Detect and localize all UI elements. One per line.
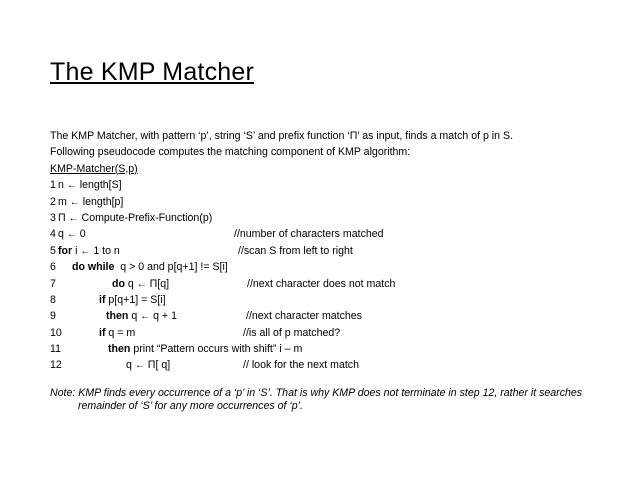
code-text [99, 325, 135, 341]
code-part: Π[q] [146, 277, 170, 290]
code-part: q = m [105, 326, 136, 339]
keyword: then [106, 310, 129, 323]
code-line-7 [50, 276, 610, 292]
intro-line-1 [50, 128, 610, 144]
slide-title: The KMP Matcher [50, 58, 255, 86]
keyword: then [108, 343, 131, 356]
code-part: 1 to n [90, 244, 120, 257]
left-arrow-icon: ← [140, 311, 151, 323]
code-part: q [126, 359, 135, 372]
keyword: if [99, 326, 106, 339]
code-line-5 [50, 243, 610, 259]
left-arrow-icon: ← [136, 278, 147, 290]
line-number: 8 [50, 293, 56, 306]
code-text [58, 226, 86, 243]
code-part: q [124, 277, 137, 290]
code-part: 0 [76, 228, 86, 241]
line-number: 11 [50, 343, 61, 356]
code-text [58, 243, 120, 260]
keyword: do while [72, 261, 115, 274]
code-text [106, 308, 177, 325]
code-part: m [58, 195, 70, 208]
code-comment: //scan S from left to right [238, 244, 353, 257]
line-number: 12 [50, 359, 62, 372]
intro-text-2: Following pseudocode computes the matching component of KMP algorithm: [50, 146, 411, 159]
code-comment: // look for the next match [243, 359, 359, 372]
keyword: do [112, 277, 125, 290]
code-line-6 [50, 259, 610, 275]
left-arrow-icon: ← [66, 180, 77, 192]
code-comment: //is all of p matched? [243, 326, 341, 339]
left-arrow-icon: ← [134, 360, 145, 372]
code-part: q [128, 310, 141, 323]
keyword: if [99, 293, 106, 306]
line-number: 9 [50, 310, 56, 323]
left-arrow-icon: ← [80, 245, 91, 257]
code-line-2 [50, 194, 610, 210]
code-text [99, 292, 166, 308]
function-signature-line [50, 161, 610, 177]
code-part: p[q+1] = S[i] [105, 293, 166, 306]
line-number: 1 [50, 179, 56, 192]
left-arrow-icon: ← [69, 196, 80, 208]
note [50, 387, 610, 413]
code-line-12 [50, 357, 610, 373]
code-text [58, 194, 123, 211]
code-line-11 [50, 341, 610, 357]
code-text [58, 177, 122, 194]
left-arrow-icon: ← [68, 212, 79, 224]
code-part: Π [58, 211, 69, 224]
line-number: 10 [50, 326, 62, 339]
left-arrow-icon: ← [66, 229, 77, 241]
intro-line-2 [50, 144, 610, 160]
code-line-1 [50, 177, 610, 193]
code-comment: //number of characters matched [234, 228, 384, 241]
code-text [126, 357, 170, 374]
line-number: 6 [50, 261, 56, 274]
code-part: i [72, 244, 81, 257]
line-number: 4 [50, 228, 56, 241]
code-line-3 [50, 210, 610, 226]
line-number: 3 [50, 211, 56, 224]
code-text [108, 341, 302, 357]
code-part: print “Pattern occurs with shift” i – m [130, 343, 303, 356]
line-number: 7 [50, 277, 56, 290]
code-part: q > 0 and p[q+1] != S[i] [120, 261, 228, 274]
code-line-4 [50, 226, 610, 242]
code-part: q [58, 228, 67, 241]
code-text [58, 210, 212, 227]
code-line-8 [50, 292, 610, 308]
code-comment: //next character matches [246, 310, 362, 323]
code-text [112, 276, 169, 293]
code-part: q + 1 [150, 310, 177, 323]
note-line-1: Note: KMP finds every occurrence of a ‘p’ in ‘S’. That is why KMP does not terminate in step 12, rather it searches [50, 386, 583, 399]
code-part: Compute-Prefix-Function(p) [78, 211, 213, 224]
note-line-2: remainder of ‘S’ for any more occurrences of ‘p’. [78, 399, 303, 412]
code-line-10 [50, 325, 610, 341]
code-part: n [58, 179, 67, 192]
code-text [72, 259, 228, 275]
slide-body [50, 128, 610, 413]
code-line-9 [50, 308, 610, 324]
function-signature: KMP-Matcher(S,p) [50, 162, 138, 175]
code-comment: //next character does not match [247, 277, 396, 290]
code-part: Π[ q] [144, 359, 171, 372]
line-number: 5 [50, 244, 56, 257]
code-part: length[p] [79, 195, 124, 208]
line-number: 2 [50, 195, 56, 208]
keyword: for [58, 244, 73, 257]
intro-text-1: The KMP Matcher, with pattern ‘p’, string ‘S’ and prefix function ‘Π’ as input, finds a match of p in S. [50, 130, 514, 142]
code-part: length[S] [76, 179, 122, 192]
